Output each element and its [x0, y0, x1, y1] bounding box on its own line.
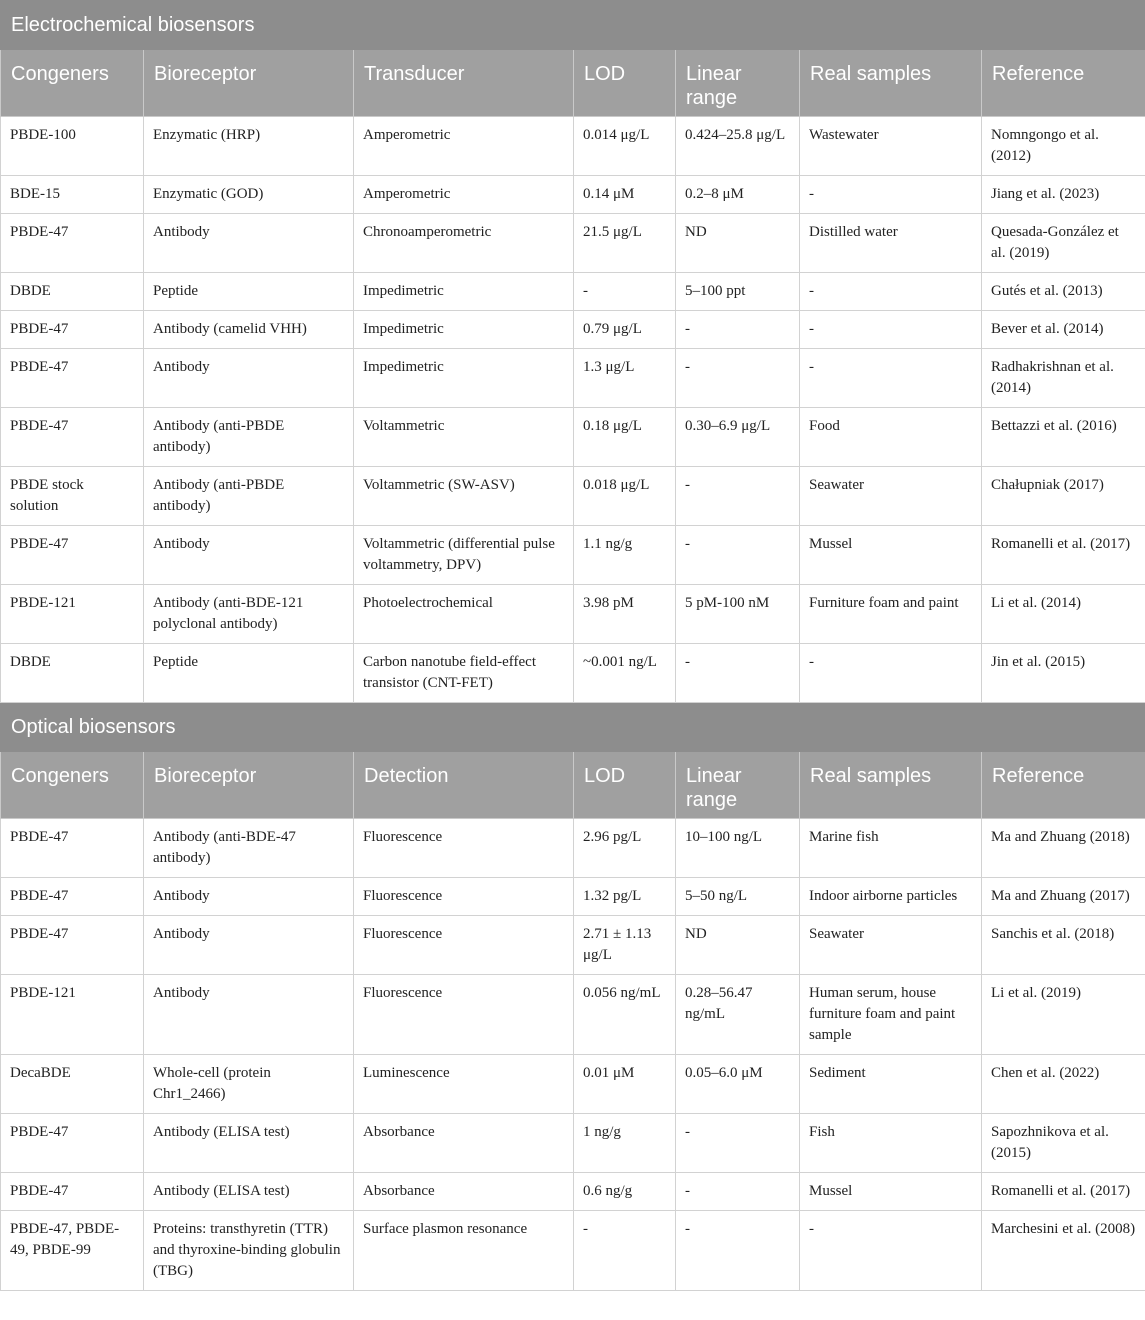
- cell-lod: -: [574, 1211, 676, 1291]
- table-row: [1, 214, 1145, 273]
- table-row: [1, 176, 1145, 214]
- cell-lod: 1 ng/g: [574, 1114, 676, 1173]
- section-title-row: [1, 703, 1145, 752]
- cell-bioreceptor: Proteins: transthyretin (TTR) and thyroxine-binding globulin (TBG): [144, 1211, 354, 1291]
- cell-real-samples: -: [800, 273, 982, 311]
- table-row: [1, 585, 1145, 644]
- cell-bioreceptor: Antibody (anti-PBDE antibody): [144, 408, 354, 467]
- section-title: Electrochemical biosensors: [1, 1, 1145, 50]
- cell-method: Impedimetric: [354, 273, 574, 311]
- column-header-reference: Reference: [982, 50, 1145, 117]
- cell-linear-range: -: [676, 1173, 800, 1211]
- cell-reference: Ma and Zhuang (2018): [982, 819, 1145, 878]
- cell-bioreceptor: Antibody: [144, 878, 354, 916]
- cell-method: Fluorescence: [354, 916, 574, 975]
- cell-congeners: PBDE-47: [1, 878, 144, 916]
- cell-lod: 1.32 pg/L: [574, 878, 676, 916]
- cell-bioreceptor: Antibody: [144, 975, 354, 1055]
- cell-bioreceptor: Antibody (camelid VHH): [144, 311, 354, 349]
- cell-lod: 0.79 μg/L: [574, 311, 676, 349]
- cell-reference: Sapozhnikova et al. (2015): [982, 1114, 1145, 1173]
- cell-real-samples: Seawater: [800, 916, 982, 975]
- cell-method: Impedimetric: [354, 311, 574, 349]
- cell-linear-range: 5–100 ppt: [676, 273, 800, 311]
- cell-method: Fluorescence: [354, 819, 574, 878]
- cell-linear-range: 0.05–6.0 μM: [676, 1055, 800, 1114]
- cell-real-samples: Fish: [800, 1114, 982, 1173]
- cell-congeners: DBDE: [1, 273, 144, 311]
- cell-reference: Sanchis et al. (2018): [982, 916, 1145, 975]
- cell-congeners: PBDE-47: [1, 1173, 144, 1211]
- table-row: [1, 273, 1145, 311]
- table-row: [1, 467, 1145, 526]
- cell-real-samples: Human serum, house furniture foam and paint sample: [800, 975, 982, 1055]
- cell-lod: 21.5 μg/L: [574, 214, 676, 273]
- column-header-method: Transducer: [354, 50, 574, 117]
- column-header-lod: LOD: [574, 752, 676, 819]
- cell-bioreceptor: Antibody: [144, 916, 354, 975]
- column-header-row: [1, 752, 1145, 819]
- cell-linear-range: ND: [676, 214, 800, 273]
- cell-lod: -: [574, 273, 676, 311]
- cell-bioreceptor: Antibody (ELISA test): [144, 1173, 354, 1211]
- cell-linear-range: 0.424–25.8 μg/L: [676, 117, 800, 176]
- cell-reference: Jiang et al. (2023): [982, 176, 1145, 214]
- cell-method: Amperometric: [354, 176, 574, 214]
- cell-reference: Ma and Zhuang (2017): [982, 878, 1145, 916]
- column-header-bioreceptor: Bioreceptor: [144, 50, 354, 117]
- cell-method: Fluorescence: [354, 975, 574, 1055]
- cell-real-samples: Furniture foam and paint: [800, 585, 982, 644]
- cell-method: Carbon nanotube field-effect transistor (CNT-FET): [354, 644, 574, 703]
- cell-method: Chronoamperometric: [354, 214, 574, 273]
- cell-bioreceptor: Whole-cell (protein Chr1_2466): [144, 1055, 354, 1114]
- cell-congeners: PBDE-47: [1, 349, 144, 408]
- cell-bioreceptor: Antibody: [144, 526, 354, 585]
- cell-bioreceptor: Antibody (anti-PBDE antibody): [144, 467, 354, 526]
- cell-real-samples: Mussel: [800, 526, 982, 585]
- cell-linear-range: 0.30–6.9 μg/L: [676, 408, 800, 467]
- cell-bioreceptor: Enzymatic (HRP): [144, 117, 354, 176]
- cell-congeners: PBDE-47, PBDE-49, PBDE-99: [1, 1211, 144, 1291]
- table-row: [1, 408, 1145, 467]
- table-row: [1, 819, 1145, 878]
- column-header-linear-range: Linear range: [676, 752, 800, 819]
- cell-linear-range: -: [676, 311, 800, 349]
- cell-real-samples: Sediment: [800, 1055, 982, 1114]
- cell-real-samples: Marine fish: [800, 819, 982, 878]
- cell-method: Absorbance: [354, 1114, 574, 1173]
- cell-linear-range: 0.2–8 μM: [676, 176, 800, 214]
- cell-bioreceptor: Antibody (anti-BDE-121 polyclonal antibody): [144, 585, 354, 644]
- cell-linear-range: -: [676, 644, 800, 703]
- cell-bioreceptor: Peptide: [144, 273, 354, 311]
- cell-real-samples: -: [800, 1211, 982, 1291]
- cell-congeners: BDE-15: [1, 176, 144, 214]
- cell-reference: Marchesini et al. (2008): [982, 1211, 1145, 1291]
- cell-bioreceptor: Antibody: [144, 214, 354, 273]
- cell-reference: Li et al. (2014): [982, 585, 1145, 644]
- table-row: [1, 878, 1145, 916]
- cell-method: Surface plasmon resonance: [354, 1211, 574, 1291]
- cell-linear-range: ND: [676, 916, 800, 975]
- cell-real-samples: Mussel: [800, 1173, 982, 1211]
- cell-lod: 0.056 ng/mL: [574, 975, 676, 1055]
- table-row: [1, 117, 1145, 176]
- cell-congeners: DBDE: [1, 644, 144, 703]
- cell-lod: 0.014 μg/L: [574, 117, 676, 176]
- cell-reference: Bever et al. (2014): [982, 311, 1145, 349]
- cell-bioreceptor: Enzymatic (GOD): [144, 176, 354, 214]
- cell-reference: Romanelli et al. (2017): [982, 1173, 1145, 1211]
- cell-method: Absorbance: [354, 1173, 574, 1211]
- cell-lod: 2.96 pg/L: [574, 819, 676, 878]
- cell-congeners: PBDE-47: [1, 916, 144, 975]
- cell-linear-range: 5 pM-100 nM: [676, 585, 800, 644]
- cell-reference: Bettazzi et al. (2016): [982, 408, 1145, 467]
- cell-congeners: PBDE-47: [1, 526, 144, 585]
- table-row: [1, 311, 1145, 349]
- column-header-lod: LOD: [574, 50, 676, 117]
- cell-congeners: PBDE-47: [1, 311, 144, 349]
- cell-linear-range: -: [676, 467, 800, 526]
- table-row: [1, 975, 1145, 1055]
- cell-congeners: PBDE stock solution: [1, 467, 144, 526]
- cell-real-samples: Distilled water: [800, 214, 982, 273]
- cell-reference: Gutés et al. (2013): [982, 273, 1145, 311]
- column-header-reference: Reference: [982, 752, 1145, 819]
- cell-congeners: PBDE-47: [1, 819, 144, 878]
- cell-reference: Jin et al. (2015): [982, 644, 1145, 703]
- cell-congeners: PBDE-47: [1, 214, 144, 273]
- cell-real-samples: Wastewater: [800, 117, 982, 176]
- table-row: [1, 1211, 1145, 1291]
- table-row: [1, 526, 1145, 585]
- table-body: [1, 1, 1145, 1291]
- cell-linear-range: -: [676, 349, 800, 408]
- cell-lod: 1.1 ng/g: [574, 526, 676, 585]
- table-row: [1, 1114, 1145, 1173]
- cell-method: Voltammetric (SW-ASV): [354, 467, 574, 526]
- cell-congeners: DecaBDE: [1, 1055, 144, 1114]
- column-header-real-samples: Real samples: [800, 752, 982, 819]
- cell-lod: ~0.001 ng/L: [574, 644, 676, 703]
- cell-method: Impedimetric: [354, 349, 574, 408]
- cell-method: Amperometric: [354, 117, 574, 176]
- cell-real-samples: Seawater: [800, 467, 982, 526]
- column-header-row: [1, 50, 1145, 117]
- cell-bioreceptor: Antibody: [144, 349, 354, 408]
- table-row: [1, 916, 1145, 975]
- cell-linear-range: 5–50 ng/L: [676, 878, 800, 916]
- cell-linear-range: -: [676, 526, 800, 585]
- cell-linear-range: 10–100 ng/L: [676, 819, 800, 878]
- cell-bioreceptor: Antibody (ELISA test): [144, 1114, 354, 1173]
- cell-real-samples: -: [800, 311, 982, 349]
- cell-real-samples: -: [800, 644, 982, 703]
- cell-reference: Nomngongo et al. (2012): [982, 117, 1145, 176]
- cell-method: Voltammetric (differential pulse voltammetry, DPV): [354, 526, 574, 585]
- table-row: [1, 1055, 1145, 1114]
- table-row: [1, 644, 1145, 703]
- cell-reference: Radhakrishnan et al. (2014): [982, 349, 1145, 408]
- column-header-linear-range: Linear range: [676, 50, 800, 117]
- column-header-real-samples: Real samples: [800, 50, 982, 117]
- cell-congeners: PBDE-100: [1, 117, 144, 176]
- column-header-method: Detection: [354, 752, 574, 819]
- cell-lod: 0.6 ng/g: [574, 1173, 676, 1211]
- cell-reference: Chałupniak (2017): [982, 467, 1145, 526]
- column-header-congeners: Congeners: [1, 752, 144, 819]
- cell-lod: 1.3 μg/L: [574, 349, 676, 408]
- cell-reference: Chen et al. (2022): [982, 1055, 1145, 1114]
- cell-congeners: PBDE-47: [1, 1114, 144, 1173]
- cell-congeners: PBDE-47: [1, 408, 144, 467]
- table-row: [1, 349, 1145, 408]
- table-row: [1, 1173, 1145, 1211]
- cell-real-samples: Indoor airborne particles: [800, 878, 982, 916]
- section-title-row: [1, 1, 1145, 50]
- cell-method: Fluorescence: [354, 878, 574, 916]
- cell-bioreceptor: Antibody (anti-BDE-47 antibody): [144, 819, 354, 878]
- cell-lod: 0.18 μg/L: [574, 408, 676, 467]
- cell-real-samples: Food: [800, 408, 982, 467]
- cell-method: Luminescence: [354, 1055, 574, 1114]
- column-header-congeners: Congeners: [1, 50, 144, 117]
- cell-congeners: PBDE-121: [1, 975, 144, 1055]
- cell-linear-range: -: [676, 1211, 800, 1291]
- cell-lod: 0.01 μM: [574, 1055, 676, 1114]
- cell-lod: 3.98 pM: [574, 585, 676, 644]
- cell-real-samples: -: [800, 349, 982, 408]
- cell-linear-range: -: [676, 1114, 800, 1173]
- cell-lod: 0.018 μg/L: [574, 467, 676, 526]
- cell-reference: Quesada-González et al. (2019): [982, 214, 1145, 273]
- column-header-bioreceptor: Bioreceptor: [144, 752, 354, 819]
- cell-lod: 0.14 μM: [574, 176, 676, 214]
- cell-bioreceptor: Peptide: [144, 644, 354, 703]
- cell-method: Voltammetric: [354, 408, 574, 467]
- cell-lod: 2.71 ± 1.13 μg/L: [574, 916, 676, 975]
- cell-congeners: PBDE-121: [1, 585, 144, 644]
- cell-linear-range: 0.28–56.47 ng/mL: [676, 975, 800, 1055]
- cell-real-samples: -: [800, 176, 982, 214]
- cell-method: Photoelectrochemical: [354, 585, 574, 644]
- section-title: Optical biosensors: [1, 703, 1145, 752]
- cell-reference: Li et al. (2019): [982, 975, 1145, 1055]
- cell-reference: Romanelli et al. (2017): [982, 526, 1145, 585]
